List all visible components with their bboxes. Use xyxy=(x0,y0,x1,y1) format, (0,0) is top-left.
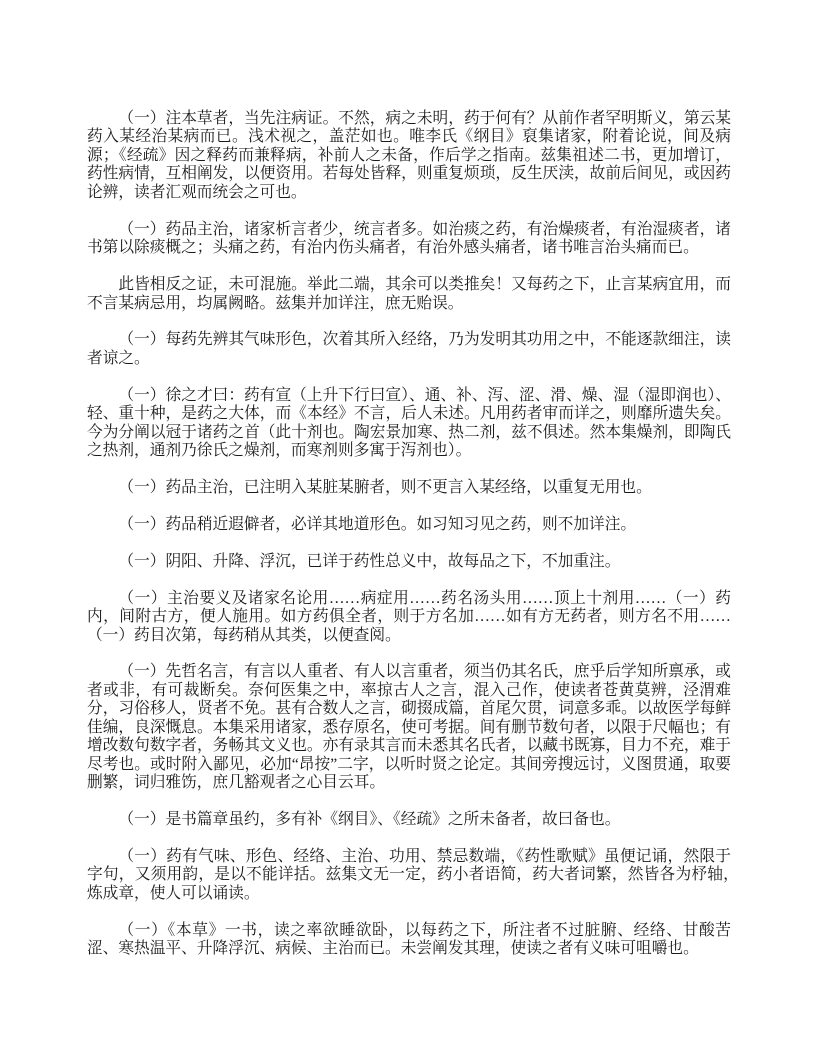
paragraph-10: （一）先哲名言，有言以人重者、有人以言重者，须当仍其名氏，庶乎后学知所禀承，或者或非，有可裁断矣。奈何医集之中，率掠古人之言，混入己作，使读者苍黄莫辨，泾渭难分，习俗移人，贤者不免。甚有合数人之言，砌掇成篇，首尾欠贯，词意多乖。以故医学每鲜佳编，良深慨息。本集采用诸家，悉存原名，使可考据。间有删节数句者，以限于尺幅也；有增改数句数字者，务畅其文义也。亦有录其言而未悉其名氏者，以藏书既寡，目力不充，难于尽考也。或时附入鄙见，必加“昂按”二字，以听时贤之论定。其间旁搜远讨，义图贯通，取要删繁，词归雅饬，庶几豁观者之心目云耳。 xyxy=(87,663,731,792)
text-block xyxy=(87,110,747,977)
paragraph-9: （一）主治要义及诸家名论用……病症用……药名汤头用……顶上十剂用……（一）药内，间附古方，便人施用。如方药俱全者，则于方名加……如有方无药者，则方名不用……（一）药目次第，每药稍从其类，以便查阅。 xyxy=(87,589,731,644)
paragraph-1: （一）注本草者，当先注病证。不然，病之未明，药于何有？从前作者罕明斯义，第云某药入某经治某病而已。浅术视之，盖茫如也。唯李氏《纲目》裒集诸家，附着论说，间及病源；《经疏》因之释药而兼释病，补前人之未备，作后学之指南。兹集祖述二书，更加增订，药性病情，互相阐发，以便资用。若每处皆释，则重复烦琐，反生厌渎，故前后间见，或因药论辨，读者汇观而统会之可也。 xyxy=(87,110,731,201)
paragraph-4: （一）每药先辨其气味形色，次着其所入经络，乃为发明其功用之中，不能逐款细注，读者谅之。 xyxy=(87,331,731,367)
paragraph-6: （一）药品主治，已注明入某脏某腑者，则不更言入某经络，以重复无用也。 xyxy=(118,478,652,496)
paragraph-8: （一）阴阳、升降、浮沉，已详于药性总义中，故每品之下，不加重注。 xyxy=(118,552,621,570)
paragraph-5: （一）徐之才曰：药有宣（上升下行曰宣）、通、补、泻、涩、滑、燥、湿（湿即润也）、轻、重十种，是药之大体，而《本经》不言，后人未述。凡用药者审而详之，则靡所遗失矣。今为分阐以冠于诸药之首（此十剂也。陶宏景加寒、热二剂，兹不俱述。然本集燥剂，即陶氏之热剂，通剂乃徐氏之燥剂，而寒剂则多寓于泻剂也）。 xyxy=(87,386,731,460)
paragraph-13: （一）《本草》一书，读之率欲睡欲卧，以每药之下，所注者不过脏腑、经络、甘酸苦涩、寒热温平、升降浮沉、病候、主治而已。未尝阐发其理，使读之者有义味可咀嚼也。 xyxy=(87,921,731,958)
paragraph-7: （一）药品稍近遐僻者，必详其地道形色。如习知习见之药，则不加详注。 xyxy=(118,515,637,533)
paragraph-3: 此皆相反之证，未可混施。举此二端，其余可以类推矣！又每药之下，止言某病宜用，而不言某病忌用，均属阙略。兹集并加详注，庶无贻误。 xyxy=(87,276,731,312)
paragraph-12: （一）药有气味、形色、经络、主治、功用、禁忌数端，《药性歌赋》虽便记诵，然限于字句，又须用韵，是以不能详括。兹集文无一定，药小者语简，药大者词繁，然皆各为杼轴， 炼成章，使人可以诵读。 xyxy=(87,847,747,902)
paragraph-2: （一）药品主治，诸家析言者少，统言者多。如治痰之药，有治燥痰者，有治湿痰者，诸书第以除痰概之；头痛之药，有治内伤头痛者，有治外感头痛者，诸书唯言治头痛而已。 xyxy=(87,220,731,257)
paragraph-11: （一）是书篇章虽约，多有补《纲目》、《经疏》之所未备者，故曰备也。 xyxy=(118,811,621,829)
